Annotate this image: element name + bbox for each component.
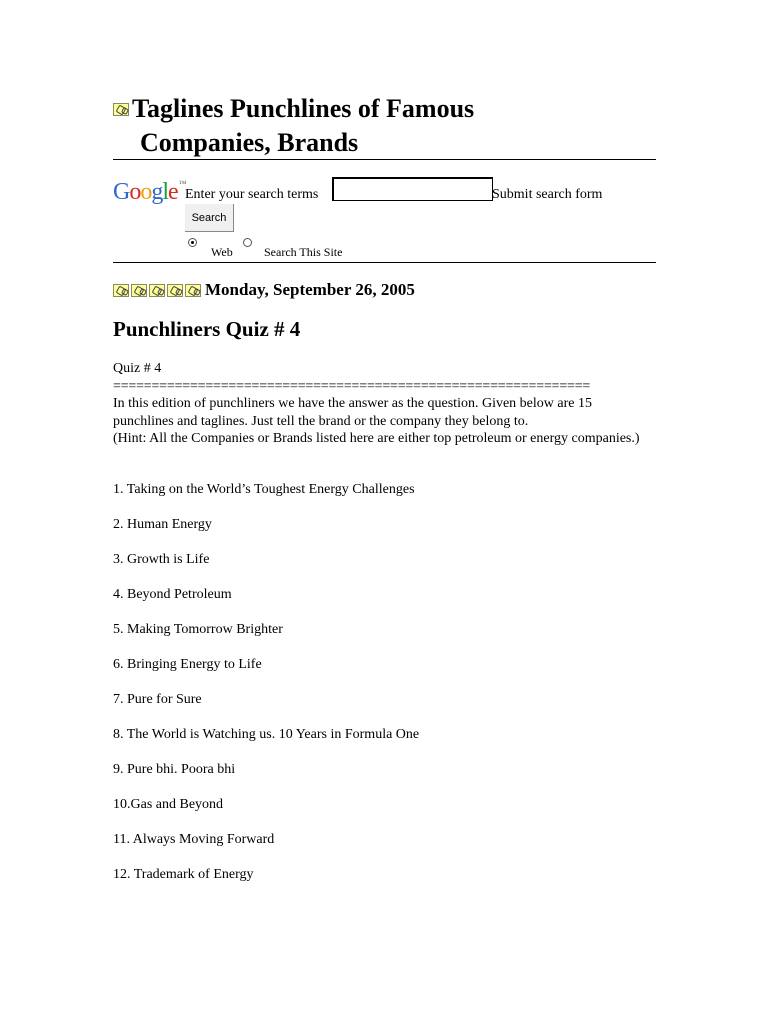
quiz-subtitle: Quiz # 4 bbox=[113, 361, 162, 376]
list-item: 9. Pure bhi. Poora bhi bbox=[113, 762, 236, 777]
post-body bbox=[113, 360, 643, 448]
search-terms-label: Enter your search terms bbox=[185, 187, 319, 202]
list-item: 1. Taking on the World’s Toughest Energy Challenges bbox=[113, 482, 415, 497]
blog-title-line1: Taglines Punchlines of Famous bbox=[132, 94, 475, 123]
broken-image-icon bbox=[185, 284, 201, 297]
quiz-list bbox=[113, 481, 643, 901]
blog-title-line2: Companies, Brands bbox=[140, 128, 359, 157]
post-title: Punchliners Quiz # 4 bbox=[113, 317, 301, 341]
list-item: 3. Growth is Life bbox=[113, 552, 210, 567]
list-item: 7. Pure for Sure bbox=[113, 692, 202, 707]
list-item: 5. Making Tomorrow Brighter bbox=[113, 622, 283, 637]
list-item: 2. Human Energy bbox=[113, 517, 212, 532]
search-button[interactable]: Search bbox=[185, 204, 234, 232]
hint-paragraph: (Hint: All the Companies or Brands listed here are either top petroleum or energy companies.) bbox=[113, 431, 640, 446]
list-item: 11. Always Moving Forward bbox=[113, 832, 275, 847]
radio-search-this-site-label: Search This Site bbox=[264, 245, 343, 259]
search-input[interactable] bbox=[332, 177, 493, 201]
broken-image-icon bbox=[167, 284, 183, 297]
list-item: 4. Beyond Petroleum bbox=[113, 587, 232, 602]
list-item: 6. Bringing Energy to Life bbox=[113, 657, 262, 672]
broken-image-icon bbox=[149, 284, 165, 297]
post-date: Monday, September 26, 2005 bbox=[205, 280, 415, 299]
list-item: 12. Trademark of Energy bbox=[113, 867, 254, 882]
radio-web-label: Web bbox=[211, 245, 233, 259]
broken-image-icon bbox=[131, 284, 147, 297]
post-date-header bbox=[113, 280, 415, 300]
google-logo: Google™ bbox=[113, 179, 186, 205]
separator-line: ============================================================== bbox=[113, 378, 591, 394]
radio-web[interactable] bbox=[188, 238, 197, 247]
divider bbox=[113, 262, 656, 263]
broken-image-icon bbox=[113, 284, 129, 297]
blog-title bbox=[113, 92, 656, 160]
divider bbox=[113, 159, 656, 160]
broken-image-icon bbox=[113, 103, 129, 116]
submit-search-form-label: Submit search form bbox=[492, 187, 603, 202]
intro-paragraph: In this edition of punchliners we have the answer as the question. Given below are 15 punchlines and taglines. Just tell the brand or the company they belong to. bbox=[113, 396, 592, 429]
list-item: 10.Gas and Beyond bbox=[113, 797, 224, 812]
radio-search-this-site[interactable] bbox=[243, 238, 252, 247]
list-item: 8. The World is Watching us. 10 Years in Formula One bbox=[113, 727, 420, 742]
